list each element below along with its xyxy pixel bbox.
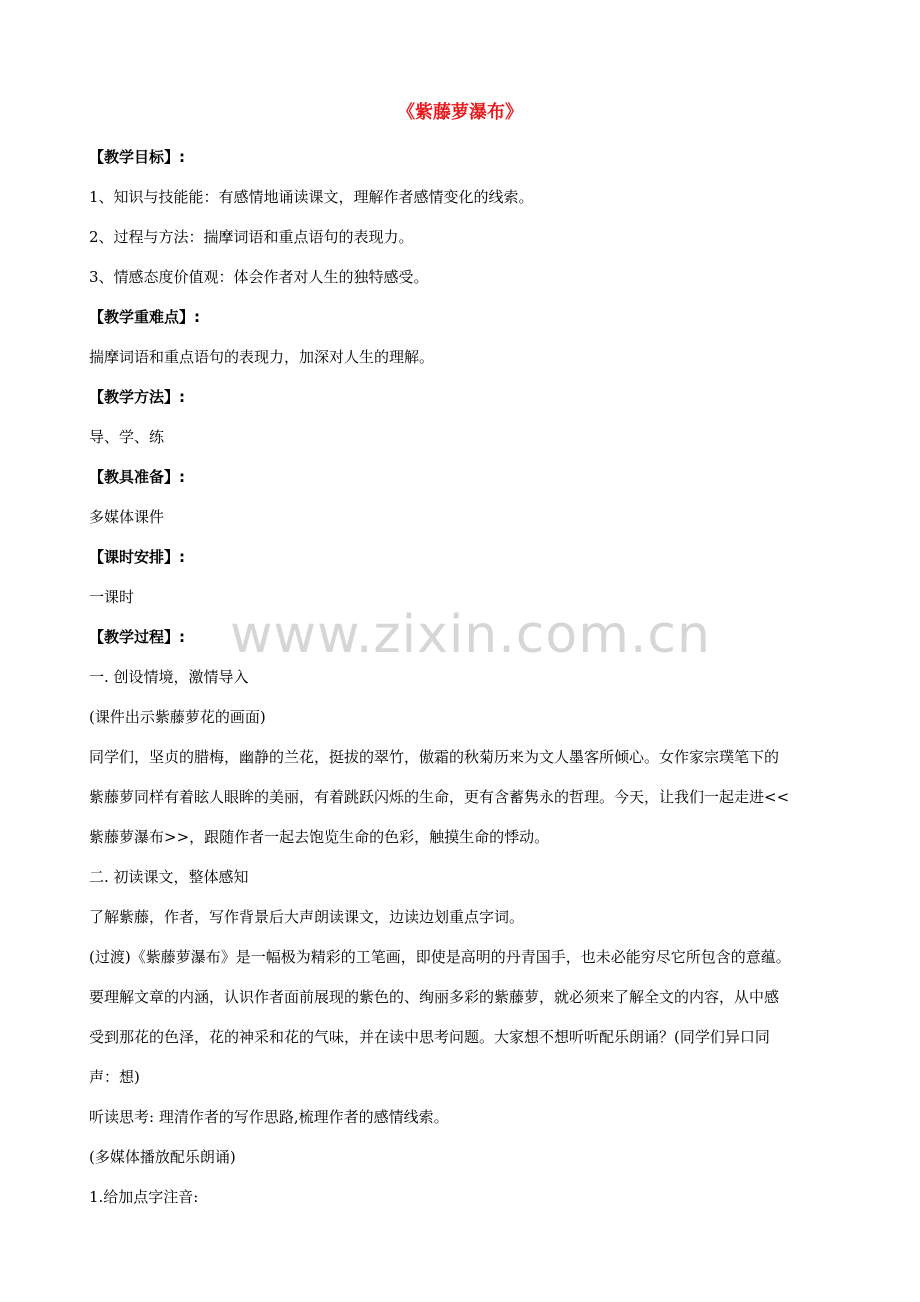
listening-task: 听读思考: 理清作者的写作思路,梳理作者的感情线索。	[89, 1108, 449, 1126]
watermark: www.zixin.com.cn	[230, 605, 711, 665]
document-title: 《紫藤萝瀑布》	[397, 102, 523, 123]
methods-text: 导、学、练	[89, 428, 165, 446]
process-step-2-heading: 二. 初读课文，整体感知	[89, 868, 249, 886]
section-heading-materials: 【教具准备】:	[89, 468, 185, 486]
schedule-text: 一课时	[89, 588, 135, 606]
exercise-1-heading: 1.给加点字注音:	[89, 1188, 199, 1206]
section-heading-schedule: 【课时安排】:	[89, 548, 185, 566]
intro-paragraph-line-1: 同学们，坚贞的腊梅，幽静的兰花，挺拔的翠竹，傲霜的秋菊历来为文人墨客所倾心。女作家宗璞笔下的	[89, 748, 780, 766]
materials-text: 多媒体课件	[89, 508, 165, 526]
process-note-1: (课件出示紫藤萝花的画面)	[89, 708, 266, 726]
section-heading-objectives: 【教学目标】:	[89, 148, 185, 166]
transition-paragraph-line-1: (过渡)《紫藤萝瀑布》是一幅极为精彩的工笔画，即使是高明的丹青国手，也未必能穷尽它所包含的意蕴。	[89, 948, 791, 966]
objective-item-3: 3、情感态度价值观：体会作者对人生的独特感受。	[89, 268, 429, 286]
multimedia-note: (多媒体播放配乐朗诵)	[89, 1148, 236, 1166]
section-heading-methods: 【教学方法】:	[89, 388, 185, 406]
intro-paragraph-line-3: 紫藤萝瀑布>>，跟随作者一起去饱览生命的色彩，触摸生命的悸动。	[89, 828, 550, 846]
transition-paragraph-line-2: 要理解文章的内涵，认识作者面前展现的紫色的、绚丽多彩的紫藤萝，就必须来了解全文的内容，从中感	[89, 988, 780, 1006]
section-heading-process: 【教学过程】:	[89, 628, 185, 646]
step-2-instruction: 了解紫藤，作者，写作背景后大声朗读课文，边读边划重点字词。	[89, 908, 525, 926]
transition-paragraph-line-3: 受到那花的色泽，花的神采和花的气味，并在读中思考问题。大家想不想听听配乐朗诵？(同学们异口同	[89, 1028, 770, 1046]
objective-item-2: 2、过程与方法：揣摩词语和重点语句的表现力。	[89, 228, 414, 246]
key-points-text: 揣摩词语和重点语句的表现力，加深对人生的理解。	[89, 348, 435, 366]
process-step-1-heading: 一. 创设情境，激情导入	[89, 668, 249, 686]
section-heading-key-points: 【教学重难点】:	[89, 308, 200, 326]
intro-paragraph-line-2: 紫藤萝同样有着眩人眼眸的美丽，有着跳跃闪烁的生命，更有含蓄隽永的哲理。今天，让我们一起走进<<	[89, 788, 790, 806]
objective-item-1: 1、知识与技能能：有感情地诵读课文，理解作者感情变化的线索。	[89, 188, 534, 206]
transition-paragraph-line-4: 声：想)	[89, 1068, 140, 1086]
